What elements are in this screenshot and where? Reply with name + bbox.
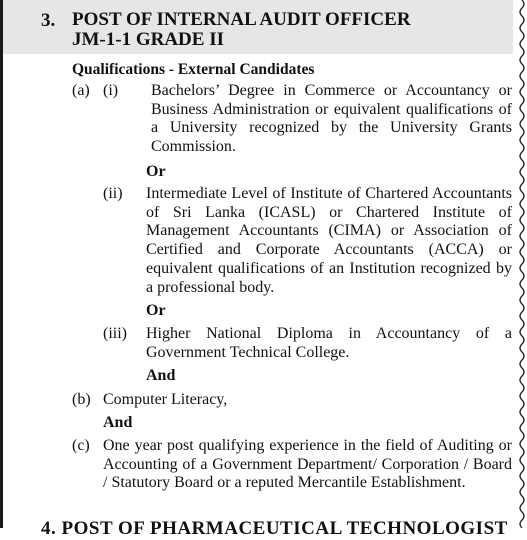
item-a-ii-label: (ii) bbox=[103, 185, 123, 202]
item-a-i-text: Bachelors’ Degree in Commerce or Accountancy or Business Administration or equivalent qualifications of a University recognized by the University Grants Commission. bbox=[151, 82, 512, 156]
conjunction-or-1: Or bbox=[146, 163, 166, 180]
left-border-rule bbox=[0, 0, 3, 528]
item-c-text: One year post qualifying experience in the field of Auditing or Accounting of a Government Department/ Corporation / Board / Statutory Board or a reputed Mercantile Establishment. bbox=[103, 437, 512, 492]
section-title-line2: JM-1-1 GRADE II bbox=[72, 29, 224, 50]
conjunction-or-2: Or bbox=[146, 302, 166, 319]
item-a-i-label: (i) bbox=[103, 82, 119, 99]
item-a-label: (a) bbox=[72, 82, 90, 99]
section-number: 3. bbox=[41, 10, 56, 31]
next-section-title-partial: 4. POST OF PHARMACEUTICAL TECHNOLOGIST bbox=[41, 518, 508, 539]
item-a-iii-text: Higher National Diploma in Accountancy of a Government Technical College. bbox=[146, 325, 512, 361]
conjunction-and-1: And bbox=[146, 367, 176, 384]
item-b-label: (b) bbox=[72, 391, 91, 408]
item-c-label: (c) bbox=[72, 437, 90, 454]
wavy-page-border bbox=[517, 0, 527, 528]
item-a-iii-label: (iii) bbox=[103, 325, 127, 342]
section-title-line1: POST OF INTERNAL AUDIT OFFICER bbox=[72, 9, 411, 30]
item-a-ii-text: Intermediate Level of Institute of Chartered Accountants of Sri Lanka (ICASL) or Chartered Institute of Management Accountants (CIMA) or Association of Certified and Corporate Accountants (ACCA) or equivalent qualifications of an Institution recognized by a professional body. bbox=[146, 185, 512, 296]
conjunction-and-2: And bbox=[103, 414, 133, 431]
qualifications-heading: Qualifications - External Candidates bbox=[72, 61, 315, 78]
item-b-text: Computer Literacy, bbox=[103, 391, 228, 408]
section-title bbox=[72, 10, 411, 50]
